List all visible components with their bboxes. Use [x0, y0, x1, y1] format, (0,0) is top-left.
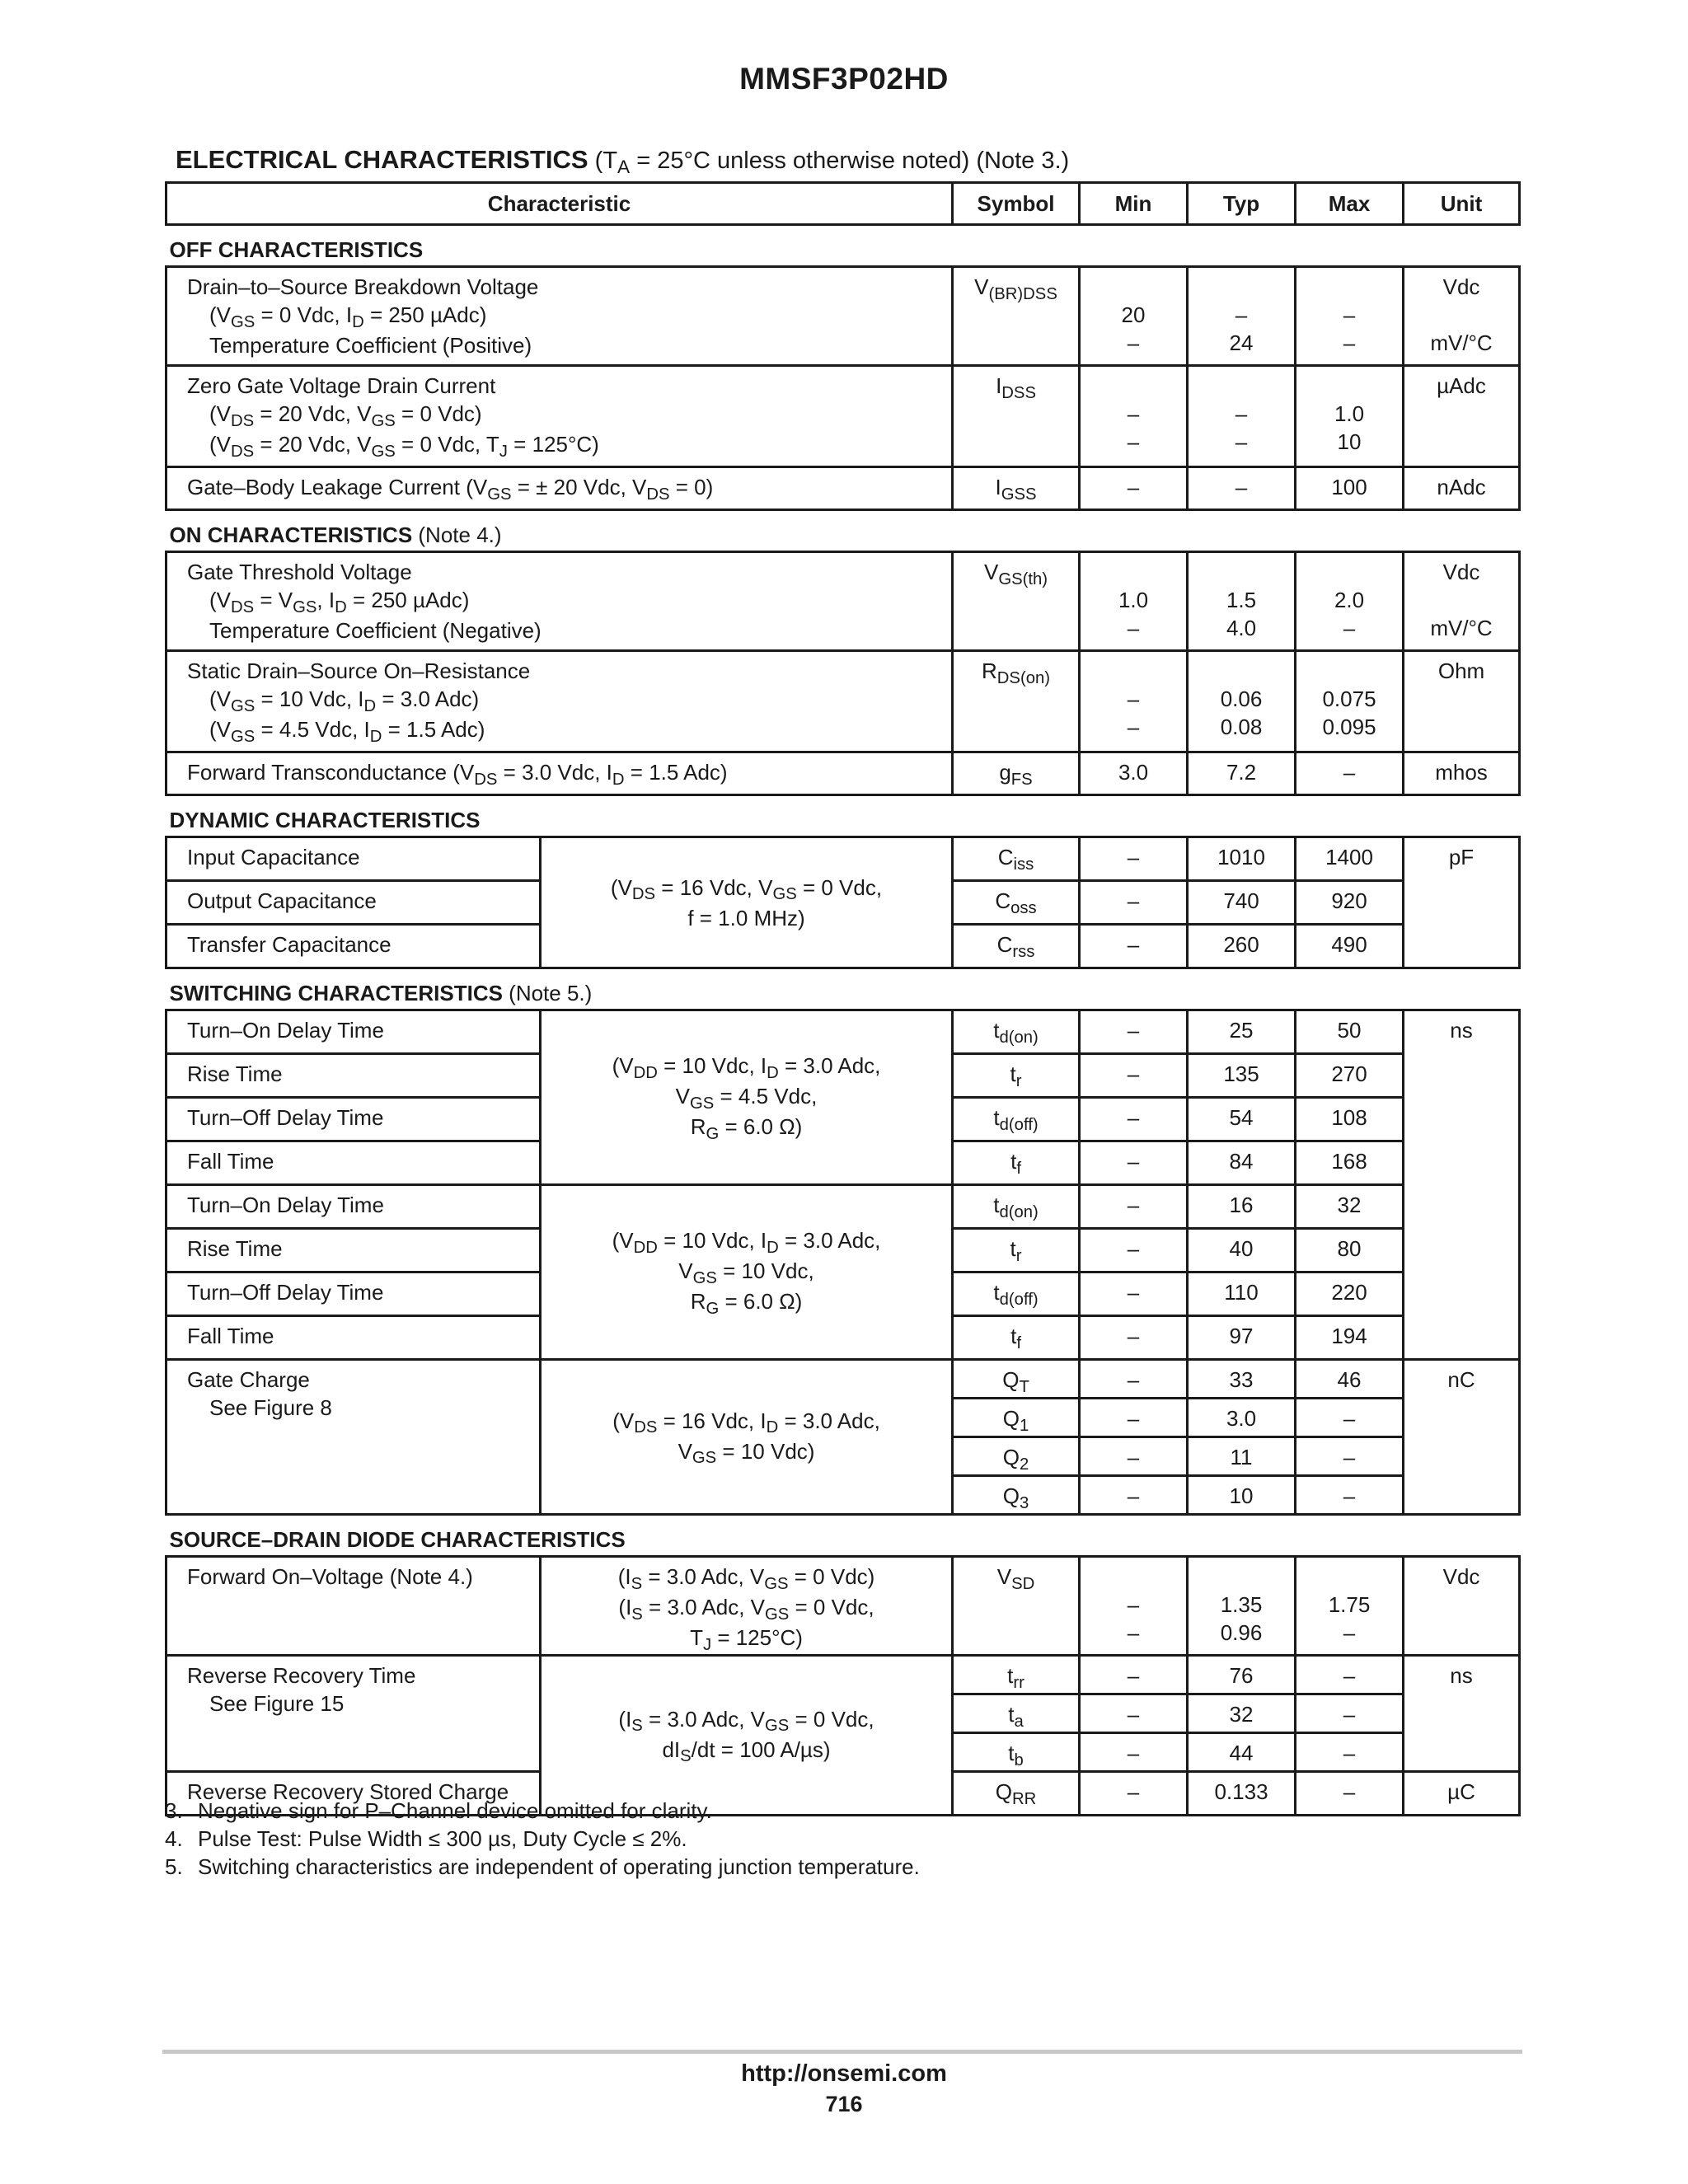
characteristic-cell: Drain–to–Source Breakdown Voltage ($V_{GS} = 0$ Vdc, $I_D = 250$ µAdc) Temperature Coefficient (Positive) [166, 267, 953, 366]
symbol-cell: $C_{oss}$ [953, 881, 1080, 925]
typ-cell: 1010 [1188, 837, 1296, 881]
max-cell: 80 [1296, 1229, 1404, 1272]
page-number: 716 [825, 2092, 863, 2116]
symbol-cell: $t_{rr}$ [953, 1656, 1080, 1694]
typ-cell: 32 [1188, 1694, 1296, 1733]
table-header-row [166, 183, 1520, 225]
min-cell: – [1080, 1360, 1188, 1399]
min-cell: – [1080, 1694, 1188, 1733]
typ-cell: 0.06 0.08 [1188, 651, 1296, 752]
category-row-diode [166, 1515, 1520, 1557]
symbol-cell: $t_f$ [953, 1141, 1080, 1185]
min-cell: – [1080, 1141, 1188, 1185]
symbol-cell: $t_b$ [953, 1733, 1080, 1772]
symbol-cell: $Q_{RR}$ [953, 1772, 1080, 1816]
footnote: 3. Negative sign for P–Channel device omitted for clarity. [165, 1798, 712, 1823]
characteristic-cell: Fall Time [166, 1141, 541, 1185]
typ-cell: 16 [1188, 1185, 1296, 1229]
section-title: ELECTRICAL CHARACTERISTICS [176, 145, 588, 174]
symbol-cell: $V_{(BR)DSS}$ [953, 267, 1080, 366]
category-row-dynamic [166, 795, 1520, 837]
min-cell: 1.0 – [1080, 552, 1188, 651]
max-cell: – [1296, 1399, 1404, 1437]
symbol-cell: $I_{DSS}$ [953, 366, 1080, 467]
footer-divider [162, 2050, 1522, 2054]
unit-cell: µAdc [1404, 366, 1520, 467]
table-row [166, 837, 1520, 881]
max-cell: – [1296, 1656, 1404, 1694]
characteristic-cell: Reverse Recovery Stored Charge [166, 1772, 541, 1816]
max-cell: 108 [1296, 1098, 1404, 1141]
max-cell: – [1296, 1476, 1404, 1515]
symbol-cell: $Q_2$ [953, 1437, 1080, 1476]
symbol-cell: $Q_T$ [953, 1360, 1080, 1399]
footnote: 5. Switching characteristics are independent of operating junction temperature. [165, 1854, 920, 1879]
max-cell: 1400 [1296, 837, 1404, 881]
table-row [166, 752, 1520, 795]
typ-cell: 54 [1188, 1098, 1296, 1141]
characteristic-cell: Gate–Body Leakage Current ($V_{GS}$ = ± 20 Vdc, $V_{DS} = 0$) [166, 467, 953, 510]
max-cell: – [1296, 1733, 1404, 1772]
table-row [166, 1185, 1520, 1229]
symbol-cell: $t_{d(off)}$ [953, 1272, 1080, 1316]
min-cell: – [1080, 1399, 1188, 1437]
table-row [166, 1557, 1520, 1656]
typ-cell: 740 [1188, 881, 1296, 925]
min-cell: 3.0 [1080, 752, 1188, 795]
electrical-characteristics-table [165, 181, 1521, 1816]
characteristic-cell: Output Capacitance [166, 881, 541, 925]
typ-cell: 97 [1188, 1316, 1296, 1360]
typ-cell: 10 [1188, 1476, 1296, 1515]
category-row-off [166, 225, 1520, 267]
min-cell: – [1080, 881, 1188, 925]
test-condition-cell: ($V_{DS} = 16$ Vdc, $I_D = 3.0$ Adc, $V_{GS} = 10$ Vdc) [541, 1360, 953, 1515]
characteristic-cell: Gate Threshold Voltage ($V_{DS} = V_{GS}$, $I_D = 250$ µAdc) Temperature Coefficient (Negative) [166, 552, 953, 651]
table-row [166, 1360, 1520, 1399]
typ-cell: 40 [1188, 1229, 1296, 1272]
min-cell: – – [1080, 651, 1188, 752]
max-cell: 270 [1296, 1054, 1404, 1098]
table-row [166, 651, 1520, 752]
typ-cell: 7.2 [1188, 752, 1296, 795]
characteristic-cell: Turn–Off Delay Time [166, 1272, 541, 1316]
max-cell: 220 [1296, 1272, 1404, 1316]
test-condition-cell: ($I_S = 3.0$ Adc, $V_{GS} = 0$ Vdc, $dI_S/dt = 100$ A/µs) [541, 1656, 953, 1816]
column-header-min: Min [1080, 183, 1188, 225]
typ-cell: – – [1188, 366, 1296, 467]
max-cell: 1.0 10 [1296, 366, 1404, 467]
min-cell: 20 – [1080, 267, 1188, 366]
symbol-cell: $Q_3$ [953, 1476, 1080, 1515]
max-cell: 490 [1296, 925, 1404, 968]
unit-cell: nC [1404, 1360, 1520, 1515]
symbol-cell: $I_{GSS}$ [953, 467, 1080, 510]
min-cell: – [1080, 1733, 1188, 1772]
min-cell: – [1080, 1476, 1188, 1515]
typ-cell: 260 [1188, 925, 1296, 968]
unit-cell: Vdc [1404, 1557, 1520, 1656]
characteristic-cell: Transfer Capacitance [166, 925, 541, 968]
symbol-cell: $t_{d(off)}$ [953, 1098, 1080, 1141]
unit-cell: Vdc mV/°C [1404, 267, 1520, 366]
max-cell: – [1296, 1772, 1404, 1816]
symbol-cell: $C_{rss}$ [953, 925, 1080, 968]
footnotes [165, 1797, 920, 1881]
characteristic-cell: Rise Time [166, 1054, 541, 1098]
characteristic-cell: Turn–On Delay Time [166, 1010, 541, 1054]
page-title: MMSF3P02HD [739, 62, 949, 96]
table-row [166, 1656, 1520, 1694]
characteristic-cell: Zero Gate Voltage Drain Current ($V_{DS} = 20$ Vdc, $V_{GS} = 0$ Vdc) ($V_{DS} = 20$ Vdc, $V_{GS} = 0$ Vdc, $T_J = 125^\circ C$) [166, 366, 953, 467]
typ-cell: 110 [1188, 1272, 1296, 1316]
column-header-typ: Typ [1188, 183, 1296, 225]
max-cell: 194 [1296, 1316, 1404, 1360]
characteristic-cell: Turn–On Delay Time [166, 1185, 541, 1229]
unit-cell: ns [1404, 1010, 1520, 1360]
test-condition-cell: ($V_{DD} = 10$ Vdc, $I_D = 3.0$ Adc, $V_{GS} = 4.5$ Vdc, $R_G = 6.0$ Ω) [541, 1010, 953, 1185]
characteristic-cell: Turn–Off Delay Time [166, 1098, 541, 1141]
max-cell: 50 [1296, 1010, 1404, 1054]
min-cell: – [1080, 1229, 1188, 1272]
typ-cell: 76 [1188, 1656, 1296, 1694]
column-header-unit: Unit [1404, 183, 1520, 225]
max-cell: 168 [1296, 1141, 1404, 1185]
min-cell: – [1080, 1437, 1188, 1476]
typ-cell: 11 [1188, 1437, 1296, 1476]
unit-cell: Vdc mV/°C [1404, 552, 1520, 651]
table-row [166, 1010, 1520, 1054]
symbol-cell: $t_{d(on)}$ [953, 1185, 1080, 1229]
column-header-characteristic: Characteristic [166, 183, 953, 225]
characteristic-cell: Forward Transconductance ($V_{DS} = 3.0$ Vdc, $I_D = 1.5$ Adc) [166, 752, 953, 795]
max-cell: 2.0 – [1296, 552, 1404, 651]
typ-cell: 1.35 0.96 [1188, 1557, 1296, 1656]
symbol-cell: $V_{SD}$ [953, 1557, 1080, 1656]
category-row-switching [166, 968, 1520, 1010]
min-cell: – [1080, 1010, 1188, 1054]
max-cell: – – [1296, 267, 1404, 366]
category-label: SOURCE–DRAIN DIODE CHARACTERISTICS [166, 1515, 1520, 1557]
symbol-cell: $t_r$ [953, 1054, 1080, 1098]
typ-cell: 33 [1188, 1360, 1296, 1399]
symbol-cell: $t_r$ [953, 1229, 1080, 1272]
unit-cell: µC [1404, 1772, 1520, 1816]
test-condition-cell: ($I_S = 3.0$ Adc, $V_{GS} = 0$ Vdc) ($I_S = 3.0$ Adc, $V_{GS} = 0$ Vdc, $T_J = 125^\circ C$) [541, 1557, 953, 1656]
table-row [166, 552, 1520, 651]
min-cell: – [1080, 925, 1188, 968]
max-cell: 0.075 0.095 [1296, 651, 1404, 752]
min-cell: – [1080, 467, 1188, 510]
table-row [166, 467, 1520, 510]
unit-cell: ns [1404, 1656, 1520, 1772]
typ-cell: 3.0 [1188, 1399, 1296, 1437]
max-cell: 920 [1296, 881, 1404, 925]
section-condition: ($T_A = 25^\circ C$ unless otherwise noted) (Note 3.) [594, 148, 1070, 178]
characteristic-cell: Input Capacitance [166, 837, 541, 881]
unit-cell: pF [1404, 837, 1520, 968]
test-condition-cell: ($V_{DD} = 10$ Vdc, $I_D = 3.0$ Adc, $V_{GS} = 10$ Vdc, $R_G = 6.0$ Ω) [541, 1185, 953, 1360]
symbol-cell: $R_{DS(on)}$ [953, 651, 1080, 752]
max-cell: 100 [1296, 467, 1404, 510]
min-cell: – [1080, 1316, 1188, 1360]
unit-cell: nAdc [1404, 467, 1520, 510]
category-label: OFF CHARACTERISTICS [166, 225, 1520, 267]
min-cell: – – [1080, 1557, 1188, 1656]
footer-url[interactable]: http://onsemi.com [741, 2060, 947, 2087]
symbol-cell: $Q_1$ [953, 1399, 1080, 1437]
section-heading [176, 145, 1070, 178]
typ-cell: 1.5 4.0 [1188, 552, 1296, 651]
column-header-symbol: Symbol [953, 183, 1080, 225]
footnote: 4. Pulse Test: Pulse Width ≤ 300 µs, Duty Cycle ≤ 2%. [165, 1826, 687, 1851]
column-header-max: Max [1296, 183, 1404, 225]
min-cell: – [1080, 837, 1188, 881]
characteristic-cell: Static Drain–Source On–Resistance ($V_{GS} = 10$ Vdc, $I_D = 3.0$ Adc) ($V_{GS} = 4.5$ Vdc, $I_D = 1.5$ Adc) [166, 651, 953, 752]
max-cell: – [1296, 1437, 1404, 1476]
symbol-cell: $t_{d(on)}$ [953, 1010, 1080, 1054]
characteristic-cell: Rise Time [166, 1229, 541, 1272]
max-cell: – [1296, 752, 1404, 795]
category-label: DYNAMIC CHARACTERISTICS [166, 795, 1520, 837]
category-label: SWITCHING CHARACTERISTICS (Note 5.) [166, 968, 1520, 1010]
characteristic-cell: Fall Time [166, 1316, 541, 1360]
characteristic-cell: Reverse Recovery Time See Figure 15 [166, 1656, 541, 1772]
symbol-cell: $t_f$ [953, 1316, 1080, 1360]
typ-cell: 0.133 [1188, 1772, 1296, 1816]
min-cell: – [1080, 1098, 1188, 1141]
category-row-on [166, 510, 1520, 552]
typ-cell: 25 [1188, 1010, 1296, 1054]
typ-cell: 44 [1188, 1733, 1296, 1772]
symbol-cell: $V_{GS(th)}$ [953, 552, 1080, 651]
min-cell: – [1080, 1656, 1188, 1694]
typ-cell: 135 [1188, 1054, 1296, 1098]
symbol-cell: $C_{iss}$ [953, 837, 1080, 881]
min-cell: – [1080, 1054, 1188, 1098]
min-cell: – [1080, 1272, 1188, 1316]
typ-cell: – [1188, 467, 1296, 510]
max-cell: 32 [1296, 1185, 1404, 1229]
characteristic-cell: Gate Charge See Figure 8 [166, 1360, 541, 1515]
test-condition-cell: ($V_{DS} = 16$ Vdc, $V_{GS} = 0$ Vdc, f = 1.0 MHz) [541, 837, 953, 968]
characteristic-cell: Forward On–Voltage (Note 4.) [166, 1557, 541, 1656]
table-row [166, 366, 1520, 467]
unit-cell: Ohm [1404, 651, 1520, 752]
unit-cell: mhos [1404, 752, 1520, 795]
min-cell: – [1080, 1185, 1188, 1229]
max-cell: – [1296, 1694, 1404, 1733]
typ-cell: 84 [1188, 1141, 1296, 1185]
symbol-cell: $g_{FS}$ [953, 752, 1080, 795]
table-row [166, 267, 1520, 366]
category-label: ON CHARACTERISTICS (Note 4.) [166, 510, 1520, 552]
typ-cell: – 24 [1188, 267, 1296, 366]
min-cell: – – [1080, 366, 1188, 467]
min-cell: – [1080, 1772, 1188, 1816]
max-cell: 46 [1296, 1360, 1404, 1399]
max-cell: 1.75 – [1296, 1557, 1404, 1656]
symbol-cell: $t_a$ [953, 1694, 1080, 1733]
